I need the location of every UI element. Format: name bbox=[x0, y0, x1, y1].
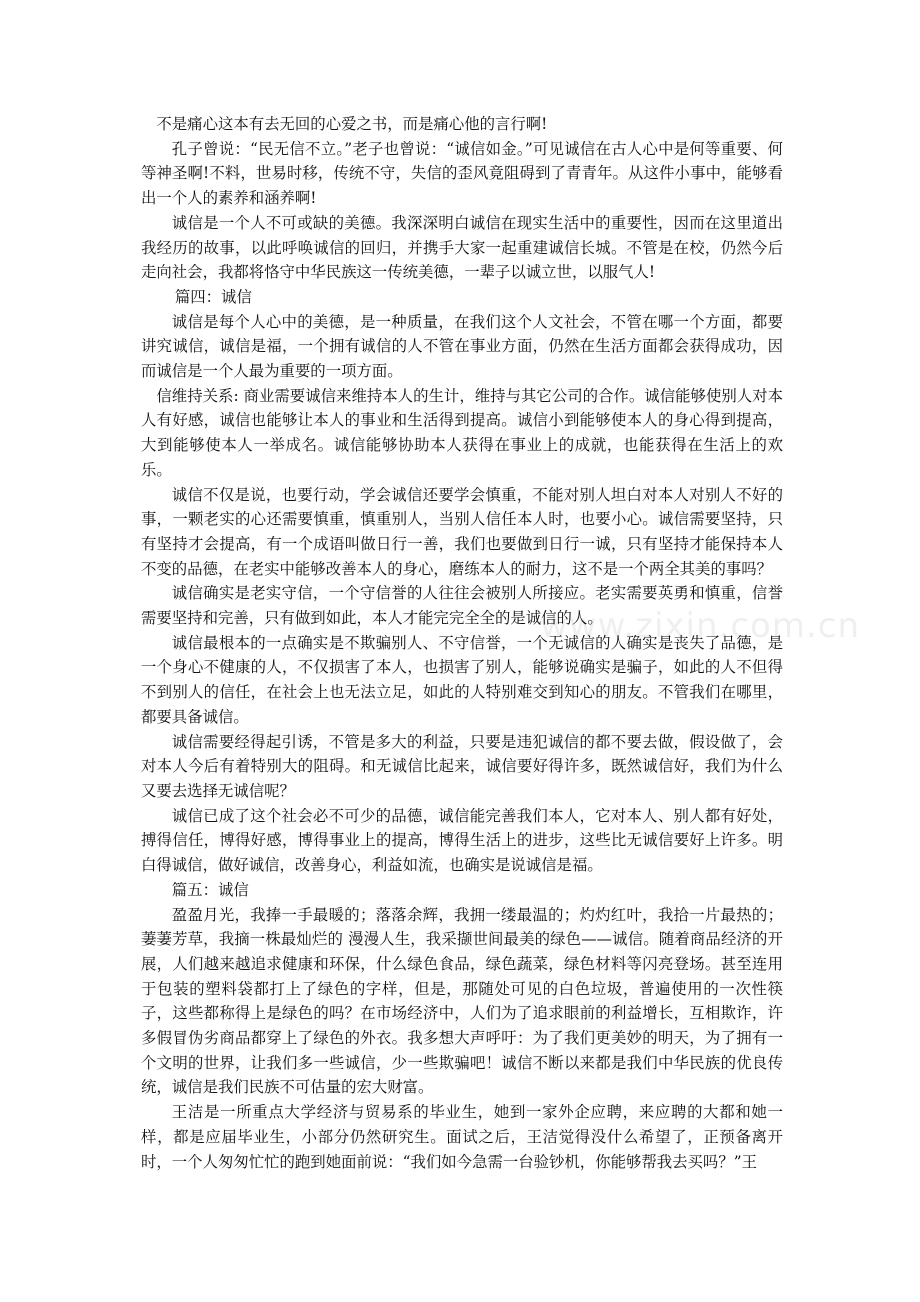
section-heading-5: 篇五：诚信 bbox=[171, 880, 249, 899]
paragraph-8: 诚信确实是老实守信，一个守信誉的人往往会被别人所接应。老实需要英勇和慎重，信誉需要坚持和完善，只有做到如此，本人才能完完全全的是诚信的人。 bbox=[141, 584, 783, 628]
paragraph-7: 诚信不仅是说，也要行动，学会诚信还要学会慎重，不能对别人坦白对本人对别人不好的事，一颗老实的心还需要慎重，慎重别人，当别人信任本人时，也要小心。诚信需要坚持，只有坚持才会提高，有一个成语叫做日行一善，我们也要做到日行一诚，只有坚持才能保持本人不变的品德，在老实中能够改善本人的身心，磨练本人的耐力，这不是一个两全其美的事吗？ bbox=[141, 485, 783, 578]
paragraph-14: 王洁是一所重点大学经济与贸易系的毕业生，她到一家外企应聘，来应聘的大都和她一样，都是应届毕业生，小部分仍然研究生。面试之后，王洁觉得没什么希望了，正预备离开时，一个人匆匆忙忙的跑到她面前说：“我们如今急需一台验钞机，你能够帮我去买吗？”王 bbox=[141, 1103, 783, 1171]
paragraph-9: 诚信最根本的一点确实是不欺骗别人、不守信誉，一个无诚信的人确实是丧失了品德，是一个身心不健康的人，不仅损害了本人，也损害了别人，能够说确实是骗子，如此的人不但得不到别人的信任，在社会上也无法立足，如此的人特别难交到知心的朋友。不管我们在哪里，都要具备诚信。 bbox=[141, 633, 783, 726]
paragraph-13: 盈盈月光，我捧一手最暖的；落落余辉，我拥一缕最温的；灼灼红叶，我拾一片最热的；萋萋芳草，我摘一株最灿烂的 漫漫人生，我采撷世间最美的绿色——诚信。随着商品经济的开展，人们越来越追求健康和环保，什么绿色食品，绿色蔬菜，绿色材料等闪亮登场。甚至连用于包装的塑料袋都打上了绿色的字样，但是，那随处可见的白色垃圾，普遍使用的一次性筷子，这些都称得上是绿色的吗？在市场经济中，人们为了追求眼前的利益增长，互相欺诈，许多假冒伪劣商品都穿上了绿色的外衣。我多想大声呼吁：为了我们更美妙的明天，为了拥有一个文明的世界，让我们多一些诚信，少一些欺骗吧！诚信不断以来都是我们中华民族的优良传统，诚信是我们民族不可估量的宏大财富。 bbox=[141, 905, 783, 1097]
paragraph-2: 孔子曾说：“民无信不立。”老子也曾说：“诚信如金。”可见诚信在古人心中是何等重要、何等神圣啊!不料，世易时移，传统不守，失信的歪风竟阻碍到了青青年。从这件小事中，能够看出一个人的素养和涵养啊! bbox=[141, 139, 783, 208]
document-body bbox=[141, 112, 783, 1174]
section-heading-4: 篇四：诚信 bbox=[174, 287, 252, 306]
paragraph-5: 诚信是每个人心中的美德，是一种质量，在我们这个人文社会，不管在哪一个方面，都要讲究诚信，诚信是福，一个拥有诚信的人不管在事业方面，仍然在生活方面都会获得成功，因而诚信是一个人最为重要的一项方面。 bbox=[141, 312, 783, 381]
paragraph-3: 诚信是一个人不可或缺的美德。我深深明白诚信在现实生活中的重要性，因而在这里道出我经历的故事，以此呼唤诚信的回归，并携手大家一起重建诚信长城。不管是在校，仍然今后走向社会，我都将恪守中华民族这一传统美德，一辈子以诚立世，以服气人! bbox=[141, 213, 783, 282]
paragraph-10: 诚信需要经得起引诱，不管是多大的利益，只要是违犯诚信的都不要去做，假设做了，会对本人今后有着特别大的阻碍。和无诚信比起来，诚信要好得许多，既然诚信好，我们为什么又要去选择无诚信呢？ bbox=[141, 732, 783, 800]
paragraph-1: 不是痛心这本有去无回的心爱之书，而是痛心他的言行啊! bbox=[156, 115, 548, 133]
paragraph-6: 信维持关系: 商业需要诚信来维持本人的生计，维持与其它公司的合作。诚信能够使别人对本人有好感，诚信也能够让本人的事业和生活得到提高。诚信小到能够使本人的身心得到提高，大到能够使本人一举成名。诚信能够协助本人获得在事业上的成就，也能获得在生活上的欢乐。 bbox=[141, 386, 783, 479]
paragraph-11: 诚信已成了这个社会必不可少的品德，诚信能完善我们本人，它对本人、别人都有好处，搏得信任，博得好感，博得事业上的提高，博得生活上的进步，这些比无诚信要好上许多。明白得诚信，做好诚信，改善身心，利益如流，也确实是说诚信是福。 bbox=[141, 806, 783, 875]
watermark: www.zixin.com.cn bbox=[540, 606, 860, 646]
